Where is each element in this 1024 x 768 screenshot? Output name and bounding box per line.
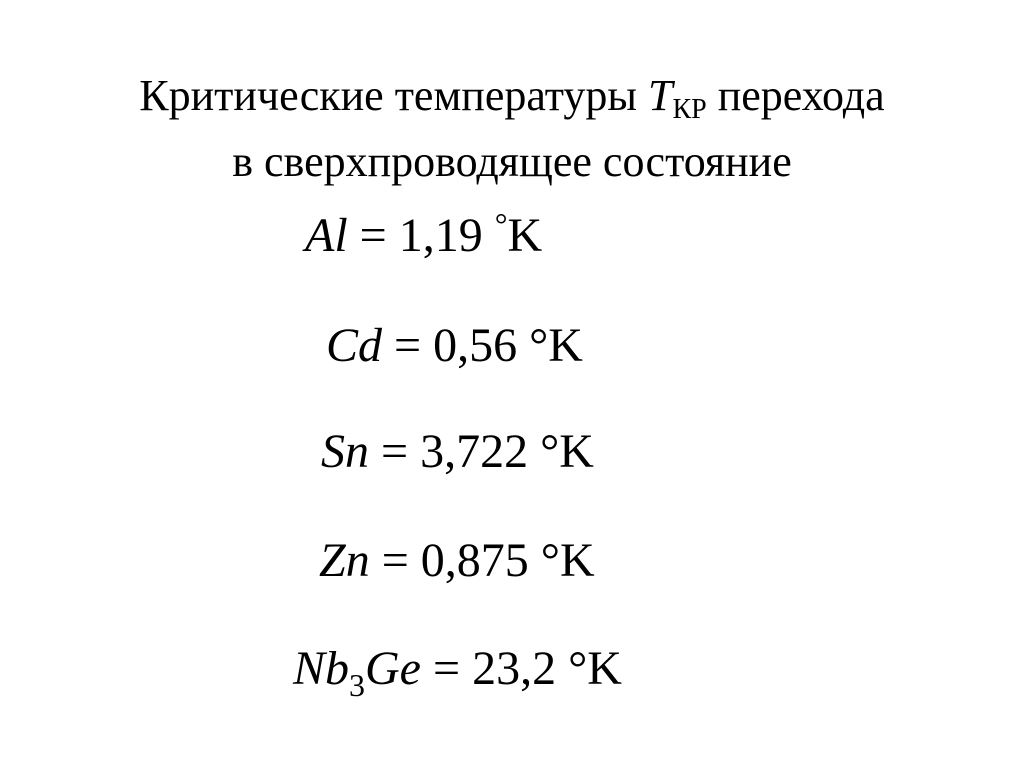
compound-symbol-part-1: Nb (293, 642, 350, 695)
temperature-value: 0,875 (420, 534, 529, 587)
equals-sign: = (394, 319, 422, 372)
degree-symbol: ° (540, 425, 560, 478)
unit: K (559, 534, 595, 587)
temperature-value: 1,19 (398, 209, 483, 262)
unit: K (587, 642, 622, 695)
element-symbol: Cd (326, 319, 383, 372)
unit: K (507, 209, 543, 262)
equals-sign: = (381, 425, 409, 478)
unit: K (559, 425, 594, 478)
title-symbol: T (647, 71, 673, 120)
equals-sign: = (359, 209, 387, 262)
degree-symbol: ° (494, 206, 508, 242)
compound-symbol-part-2: Ge (365, 642, 421, 695)
formula-sn (321, 425, 594, 478)
temperature-value: 0,56 (433, 319, 518, 372)
unit: K (548, 319, 583, 372)
title-text-suffix: перехода (706, 71, 885, 120)
formula-zn (319, 534, 595, 587)
formula-nb3ge (293, 642, 622, 703)
formula-cd (326, 319, 583, 372)
title-line-2: в сверхпроводящее состояние (232, 137, 792, 186)
element-symbol: Zn (319, 534, 370, 587)
equals-sign: = (381, 534, 409, 587)
title-symbol-subscript: КР (672, 94, 707, 125)
degree-symbol: ° (540, 534, 560, 587)
temperature-value: 3,722 (420, 425, 529, 478)
temperature-value: 23,2 (472, 642, 557, 695)
element-symbol: Al (305, 209, 348, 262)
formula-al (305, 206, 543, 262)
title-line-1 (0, 71, 1024, 125)
degree-symbol: ° (529, 319, 549, 372)
compound-subscript: 3 (349, 667, 366, 703)
title-text-prefix: Критические температуры (139, 71, 648, 120)
degree-symbol: ° (568, 642, 588, 695)
equals-sign: = (432, 642, 461, 695)
element-symbol: Sn (321, 425, 369, 478)
